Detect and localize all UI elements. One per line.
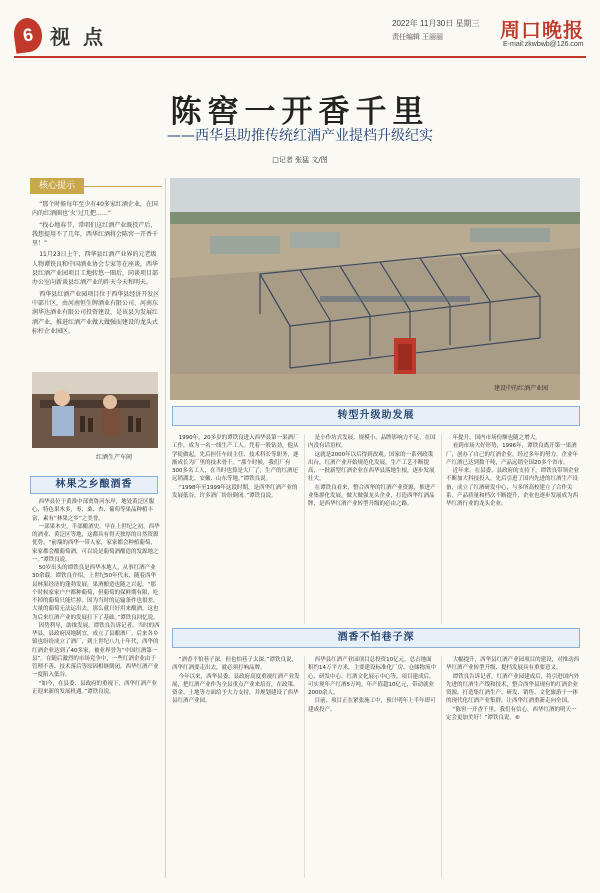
workshop-photo [32, 372, 158, 448]
paragraph: 看到市场大好形势，1996年，谭铁良离开第一果酒厂，创办了自己的红酒企业。经过多年的努力，企业年产红酒已达到数千吨，产品远销全国20多个省市。 [446, 443, 579, 466]
section-header-brand: 酒香不怕巷子深 [172, 628, 580, 648]
column-d-text [172, 656, 300, 878]
column-divider [441, 656, 442, 878]
paragraph: 谭铁良告诉记者，红酒产业园建成后，将引进国内外先进的红酒生产线和技术，整合西华县现有的红酒企业资源，打造集红酒生产、研发、销售、文化旅游于一体的现代化红酒产业集群，让西华红酒重新走向全国。 [446, 673, 580, 705]
paragraph: 年提升，国内市场份额也随之增大。 [452, 435, 541, 441]
workshop-photo-caption: 红酒生产车间 [96, 454, 133, 461]
editor-note-paragraph: “那个时候每年至少有40多家红酒企业，在国内的红酒圈也‘火’过几把……” [32, 201, 158, 218]
newspaper-brand: 周口晚报 [500, 18, 584, 42]
paragraph: “酒香不怕巷子深，但也怕巷子太深。”谭铁良说，西华红酒要走出去，就必须打响品牌。 [172, 657, 298, 672]
editor-note-label: 核心提示 [30, 178, 84, 194]
left-column-text [32, 498, 160, 876]
paragraph: 大幅提升，西华县红酒产业园项目的建设，对推动西华红酒产业转型升级、提档发展具有重要意义。 [446, 657, 580, 672]
editor-note-rule [84, 186, 162, 187]
column-divider [441, 434, 442, 624]
paragraph: “1998年至1999年这段时期，是西华红酒产业的发展低谷，许多酒厂纷纷倒闭。”谭铁良说。 [172, 484, 298, 499]
section-header-transform: 转型升级助发展 [172, 406, 580, 426]
column-divider [304, 434, 305, 624]
paragraph: 在谭铁良看来，整合西华的红酒产业资源，推进产业集群化发展，做大做强龙头企业，打造西华红酒品牌，是西华红酒产业转型升级的必由之路。 [308, 484, 436, 507]
contact-email: E-mail:zkwbwb@126.com [503, 41, 584, 48]
paragraph: 近年来，在县委、县政府的支持下，谭铁良带领企业不断加大科技投入，先后引进了国内先进的红酒生产设备，成立了红酒研发中心，与多所高校建立了合作关系，产品质量和档次不断提升，企业也逐步发展成为西华红酒行业的龙头企业。 [446, 468, 580, 507]
column-b-text [308, 434, 436, 624]
column-divider [304, 656, 305, 878]
section-name: 视 点 [50, 25, 106, 49]
page-number-badge: 6 [12, 16, 44, 54]
paragraph: 因势利导，助推发展。谭铁良告诉记者，当时的西华县，县政府因地制宜，成立了县酿酒厂。后来各乡镇也纷纷成立了酒厂，到上世纪八九十年代，西华的红酒企业达到了40多家，被业界誉为“中国红酒第一县”。在随后激烈的市场竞争中，一些红酒企业由于管理不善、技术落后等原因相继倒闭，西华红酒产业一度陷入低谷。 [32, 622, 160, 679]
paragraph: “如今，在县委、县政府的重视下，西华红酒产业正迎来新的发展机遇。”谭铁良说。 [32, 680, 157, 695]
paragraph: 是小作坊式发展，规模小，品牌影响力不足，在国内没有话语权。 [308, 435, 436, 450]
date-line: 2022年 11月30日 星期三 [392, 19, 480, 28]
editor-line: 责任编辑 王丽丽 [392, 34, 443, 41]
paragraph: 一部果木史，半部酿酒史。早在上世纪之初，西华的酒业、黄泛区等地，这都具有得天独厚的自然资源优势。“前端的西华一带人家，家家都会种植葡萄，家家都会酿葡萄酒，可以说是葡萄酒酿造的发源地之一。”谭铁良说。 [32, 523, 160, 563]
paragraph: 目前，项目正在紧张施工中，预计明年上半年即可建成投产。 [308, 698, 436, 713]
construction-site-illustration [170, 178, 580, 400]
paragraph: 西华县位于黄淮中部贾鲁河东岸，地处黄泛区腹心，特色果木多，枣、桑、杏、葡萄等果品种植丰富，素有“林果之乡”之美誉。 [32, 499, 155, 522]
paragraph: 1990年，20多岁的谭铁良进入西华县第一果酒厂工作，成为一名一线生产工人。凭着一股钻劲，他从学徒做起，先后担任车间主任、技术科长等职务，逐渐成长为厂里的技术骨干。“那个时候，我们厂有300多名工人，在当时也算是大厂了，生产的红酒还远销湖北、安徽、山东等地。”谭铁良说。 [172, 435, 299, 483]
editor-note-paragraph: “找心地春节，常唱们这红酒产业既投产后，我想提用不了几年，西华红酒将会陈窖一开香千里！” [32, 221, 159, 248]
paragraph: 这就是2000年以后得到改观。国家的一系列政策出台，红酒产业开始规范化发展，生产工艺不断提高，一批新型红酒企业在西华县落地生根，逐步发展壮大。 [308, 451, 435, 483]
paragraph: “陈窖一开香千里，我们有信心，西华红酒的明天一定会更加美好！”谭铁良说。⑥ [446, 706, 577, 721]
column-rule [165, 178, 166, 878]
column-a-text [172, 434, 300, 624]
byline: □记者 张猛 文/图 [272, 156, 328, 164]
editor-note-paragraph: 西华县红酒产业园项目位于西华县经济开发区中部片区，由河南恒生牌酒业有限公司、河南东润华达酒业有限公司投资建设，是该县为发展红酒产业，推进红酒产业做大做强而建设的龙头式标杆企业园区。 [32, 290, 160, 335]
subhead: ——西华县助推传统红酒产业提档升级纪实 [167, 128, 433, 144]
workshop-illustration [32, 372, 158, 448]
section-header-linguo: 林果之乡酿酒香 [30, 476, 158, 494]
header-rule [14, 56, 586, 58]
paragraph: 50岁出头的谭铁良是西华本地人，从事红酒产业30余载。谭铁良介绍，上世纪50年代末，随着西华县林果经济的蓬勃发展，果酒酿造也随之兴起。“那个时候家家户户都种葡萄，但葡萄的保鲜期有限，吃不掉的葡萄只能烂掉。因为当时的运输条件也很差，大量的葡萄无法运出去，那么就只好用来酿酒，这也为后来红酒产业的发展打下了基础。”谭铁良回忆说。 [32, 565, 159, 621]
editor-note-paragraph: 11月23日上午，西华县红酒产业界的元老级人物谭铁良和中国酒业协会专家等在座谈，西华县红酒产业园项目工地转悠一圈后，同谈项目部办公室向新谈县红酒产业的昨天今天和明天。 [32, 251, 159, 287]
editor-note-text [32, 200, 162, 338]
column-c-text [446, 434, 580, 624]
headline: 陈窖一开香千里 [170, 94, 430, 130]
main-photo-caption: 建设中的红酒产业园 [494, 385, 549, 392]
main-photo-industrial-park [170, 178, 580, 400]
column-e-text [308, 656, 436, 878]
paragraph: 西华县红酒产业园项目总投资10亿元，总占地面积约14万平方米，主要建设标准化厂房、仓储物流中心、研发中心、红酒文化展示中心等，项目建成后，可实现年产红酒5万吨，年产值超10亿元，带动就业2000余人。 [308, 657, 436, 696]
column-f-text [446, 656, 580, 878]
paragraph: 今年以来，西华县委、县政府高度重视红酒产业发展，把红酒产业作为全县重点产业来培育，在政策、资金、土地等方面给予大力支持，并规划建设了西华县红酒产业园。 [172, 673, 300, 705]
